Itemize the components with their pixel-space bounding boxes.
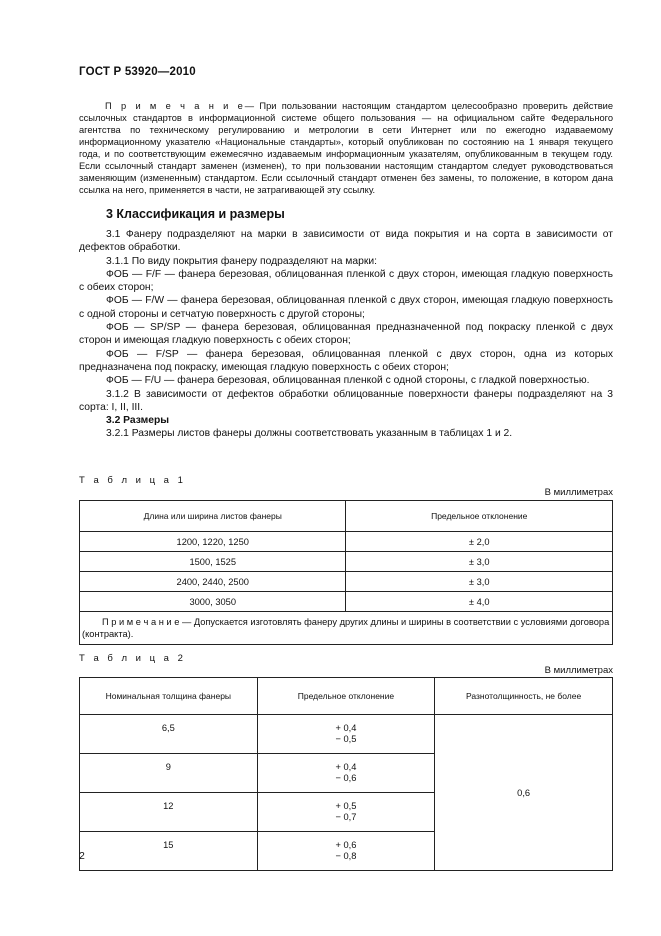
table-row (80, 552, 613, 572)
table-cell: ± 4,0 (346, 592, 613, 612)
column-header: Номинальная толщина фанеры (80, 678, 258, 715)
paragraph: 3.1.1 По виду покрытия фанеру подразделяют на марки: (106, 255, 377, 267)
section-title: 3 Классификация и размеры (106, 207, 285, 221)
paragraph: 3.2.1 Размеры листов фанеры должны соответствовать указанным в таблицах 1 и 2. (106, 428, 513, 440)
table-header-row (80, 678, 613, 715)
note-text: — При пользовании настоящим стандартом целесообразно проверить действие ссылочных стандартов в информационной системе общего пользования — на официальном сайте Федерального агентства по техническому регулированию и метрологии в сети Интернет или по ежегодно издаваемому информационному указателю «Национальные стандарты», который опубликован по состоянию на 1 января текущего года, и по соответствующим ежемесячно издаваемым информационным указателям, опубликованным в текущем году. Если ссылочный стандарт заменен (изменен), то при пользовании настоящим стандартом следует руководствоваться заменяющим (измененным) стандартом. Если ссылочный стандарт отменен без замены, то положение, в котором дана ссылка на него, применяется в части, не затрагивающей эту ссылку. (79, 101, 614, 195)
table-note-row (80, 612, 613, 645)
column-header: Предельное отклонение (257, 678, 435, 715)
table-cell-variation: 0,6 (435, 715, 613, 871)
table-cell: 15 (80, 832, 258, 871)
table-cell: 2400, 2440, 2500 (80, 572, 346, 592)
column-header: Разнотолщинность, не более (435, 678, 613, 715)
table2-units: В миллиметрах (544, 665, 613, 676)
standard-code-header: ГОСТ Р 53920—2010 (79, 66, 196, 78)
table-row (80, 592, 613, 612)
plus-deviation: + 0,5 (335, 801, 357, 811)
table1 (79, 500, 613, 645)
paragraph: ФОБ — F/U — фанера березовая, облицованная пленкой с одной стороны, с гладкой поверхностью. (106, 375, 590, 387)
column-header: Предельное отклонение (346, 501, 613, 532)
table-cell: 12 (80, 793, 258, 832)
table-cell: 1500, 1525 (80, 552, 346, 572)
reference-note (79, 100, 613, 196)
table-cell: ± 2,0 (346, 532, 613, 552)
table-cell (257, 793, 435, 832)
table-cell: ± 3,0 (346, 572, 613, 592)
table2-caption: Т а б л и ц а 2 (79, 653, 186, 664)
table-cell: 6,5 (80, 715, 258, 754)
section-body (79, 228, 613, 441)
table1-note: П р и м е ч а н и е — Допускается изготовлять фанеру других длины и ширины в соответствии с условиями договора (контракта). (82, 617, 610, 639)
table-cell: 9 (80, 754, 258, 793)
plus-deviation: + 0,6 (335, 840, 357, 850)
table-cell: 3000, 3050 (80, 592, 346, 612)
table1-units: В миллиметрах (544, 487, 613, 498)
table-header-row (80, 501, 613, 532)
table-cell (257, 754, 435, 793)
table1-caption: Т а б л и ц а 1 (79, 475, 186, 486)
paragraph: 3.1 Фанеру подразделяют на марки в зависимости от вида покрытия и на сорта в зависимости от дефектов обработки. (79, 229, 613, 254)
table-row (80, 715, 613, 754)
table-cell (257, 832, 435, 871)
table-row (80, 532, 613, 552)
table-cell (257, 715, 435, 754)
paragraph: ФОБ — SP/SP — фанера березовая, облицованная предназначенной под покраску пленкой с двух сторон и имеющая гладкую поверхность с обеих сторон; (79, 322, 613, 347)
subsection-title: 3.2 Размеры (106, 415, 170, 427)
page-number: 2 (79, 850, 85, 862)
column-header: Длина или ширина листов фанеры (80, 501, 346, 532)
plus-deviation: + 0,4 (335, 723, 357, 733)
minus-deviation: − 0,7 (335, 812, 357, 822)
paragraph: ФОБ — F/SP — фанера березовая, облицованная пленкой с двух сторон, одна из которых предназначена под покраску, имеющая гладкую поверхность с обеих сторон; (79, 348, 613, 373)
plus-deviation: + 0,4 (335, 762, 357, 772)
table-row (80, 572, 613, 592)
table-cell: 1200, 1220, 1250 (80, 532, 346, 552)
minus-deviation: − 0,8 (335, 851, 357, 861)
paragraph: 3.1.2 В зависимости от дефектов обработки облицованные поверхности фанеры подразделяют на 3 сорта: I, II, III. (79, 388, 613, 413)
note-label: П р и м е ч а н и е (105, 101, 245, 111)
minus-deviation: − 0,6 (335, 773, 357, 783)
paragraph: ФОБ — F/F — фанера березовая, облицованная пленкой с двух сторон, имеющая гладкую поверхность с обеих сторон; (79, 268, 613, 294)
minus-deviation: − 0,5 (335, 734, 357, 744)
paragraph: ФОБ — F/W — фанера березовая, облицованная пленкой с двух сторон, имеющая гладкую поверхность с одной стороны и сетчатую поверхность с другой стороны; (79, 295, 613, 320)
table-cell: ± 3,0 (346, 552, 613, 572)
table2 (79, 677, 613, 871)
